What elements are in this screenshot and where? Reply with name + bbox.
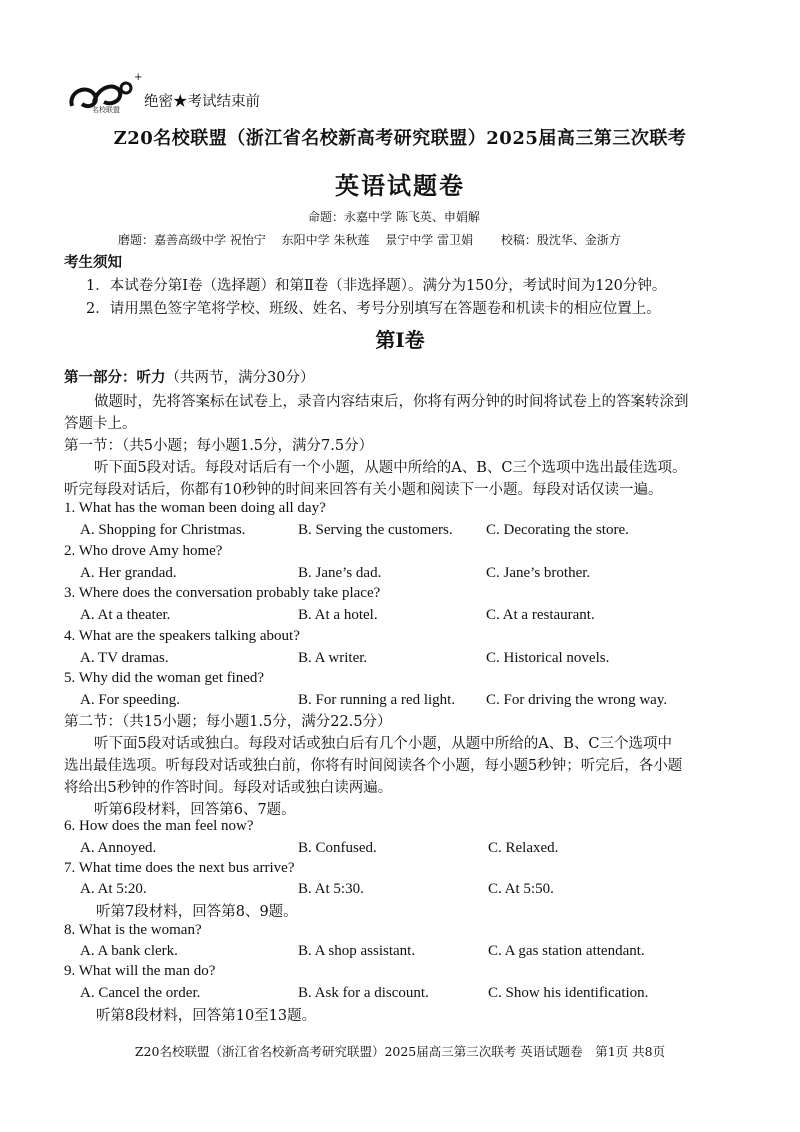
question-1: 1. What has the woman been doing all day?: [64, 500, 326, 516]
question-4: 4. What are the speakers talking about?: [64, 628, 300, 644]
q4-option-c: C. Historical novels.: [486, 650, 610, 666]
q3-option-c: C. At a restaurant.: [486, 607, 595, 623]
material-7-note: 听第7段材料，回答第8、9题。: [96, 904, 298, 920]
q9-option-b: B. Ask for a discount.: [298, 985, 429, 1001]
part1-intro-line1: 做题时，先将答案标在试卷上，录音内容结束后，你将有两分钟的时间将试卷上的答案转涂到: [94, 394, 689, 410]
material-8-note: 听第8段材料，回答第10至13题。: [96, 1008, 317, 1024]
q7-option-c: C. At 5:50.: [488, 881, 554, 897]
q6-option-a: A. Annoyed.: [80, 840, 157, 856]
section2-heading: 第二节：（共15小题；每小题1.5分，满分22.5分）: [64, 714, 392, 730]
q5-option-a: A. For speeding.: [80, 692, 180, 708]
section1-instr-line2: 听完每段对话后，你都有10秒钟的时间来回答有关小题和阅读下一小题。每段对话仅读一遍。: [64, 482, 663, 498]
paper-title: 英语试题卷: [335, 171, 465, 200]
q6-option-c: C. Relaxed.: [488, 840, 559, 856]
question-7: 7. What time does the next bus arrive?: [64, 860, 295, 876]
question-8: 8. What is the woman?: [64, 922, 202, 938]
q4-option-b: B. A writer.: [298, 650, 368, 666]
part1-heading-row: [64, 366, 314, 387]
q5-option-b: B. For running a red light.: [298, 692, 456, 708]
proposition-credit: 命题：永嘉中学 陈飞英、申娟解: [308, 210, 480, 224]
q7-option-a: A. At 5:20.: [80, 881, 147, 897]
material-6-note: 听第6段材料，回答第6、7题。: [94, 802, 296, 818]
confidential-label: 绝密★考试结束前: [144, 94, 260, 110]
q7-option-b: B. At 5:30.: [298, 881, 364, 897]
notice-heading: 考生须知: [64, 254, 122, 271]
notice-item-2: 2．请用黑色签字笔将学校、班级、姓名、考号分别填写在答题卷和机读卡的相应位置上。: [86, 301, 661, 317]
question-5: 5. Why did the woman get fined?: [64, 670, 265, 686]
q8-option-c: C. A gas station attendant.: [488, 943, 645, 959]
volume-title: 第Ⅰ卷: [375, 328, 425, 352]
q8-option-b: B. A shop assistant.: [298, 943, 416, 959]
question-9: 9. What will the man do?: [64, 963, 216, 979]
q3-option-a: A. At a theater.: [80, 607, 171, 623]
q9-option-c: C. Show his identification.: [488, 985, 649, 1001]
q5-option-c: C. For driving the wrong way.: [486, 692, 668, 708]
question-6: 6. How does the man feel now?: [64, 818, 254, 834]
part1-heading-note: （共两节，满分30分）: [165, 370, 315, 386]
q6-option-b: B. Confused.: [298, 840, 377, 856]
q1-option-c: C. Decorating the store.: [486, 522, 629, 538]
q1-option-a: A. Shopping for Christmas.: [80, 522, 246, 538]
section2-instr-line1: 听下面5段对话或独白。每段对话或独白后有几个小题，从题中所给的A、B、C三个选项中: [94, 736, 672, 752]
page-footer: Z20名校联盟（浙江省名校新高考研究联盟）2025届高三第三次联考 英语试题卷 第1页 共8页: [134, 1044, 666, 1059]
section1-instr-line1: 听下面5段对话。每段对话后有一个小题，从题中所给的A、B、C三个选项中选出最佳选项。: [94, 460, 687, 476]
part1-intro-line2: 答题卡上。: [64, 416, 137, 432]
exam-title: Z20名校联盟（浙江省名校新高考研究联盟）2025届高三第三次联考: [113, 128, 687, 149]
section1-heading: 第一节：（共5小题；每小题1.5分，满分7.5分）: [64, 438, 374, 454]
section2-instr-line3: 将给出5秒钟的作答时间。每段对话或独白读两遍。: [64, 780, 393, 796]
q2-option-b: B. Jane’s dad.: [298, 565, 382, 581]
section2-instr-line2: 选出最佳选项。听每段对话或独白前，你将有时间阅读各个小题，每小题5秒钟；听完后，各小题: [64, 758, 683, 774]
part1-heading: 第一部分：听力: [64, 369, 166, 386]
q1-option-b: B. Serving the customers.: [298, 522, 453, 538]
q8-option-a: A. A bank clerk.: [80, 943, 178, 959]
q2-option-c: C. Jane’s brother.: [486, 565, 591, 581]
logo-caption: 名校联盟: [92, 106, 120, 114]
review-credit: 磨题：嘉善高级中学 祝怡宁 东阳中学 朱秋莲 景宁中学 雷卫娟 校稿：殷沈华、金浙方: [118, 233, 621, 247]
q9-option-a: A. Cancel the order.: [80, 985, 201, 1001]
q3-option-b: B. At a hotel.: [298, 607, 378, 623]
svg-text:+: +: [134, 72, 143, 83]
q2-option-a: A. Her grandad.: [80, 565, 177, 581]
q4-option-a: A. TV dramas.: [80, 650, 169, 666]
question-2: 2. Who drove Amy home?: [64, 543, 223, 559]
question-3: 3. Where does the conversation probably take place?: [64, 585, 381, 601]
notice-item-1: 1．本试卷分第Ⅰ卷（选择题）和第Ⅱ卷（非选择题）。满分为150分，考试时间为120分钟。: [86, 278, 667, 294]
